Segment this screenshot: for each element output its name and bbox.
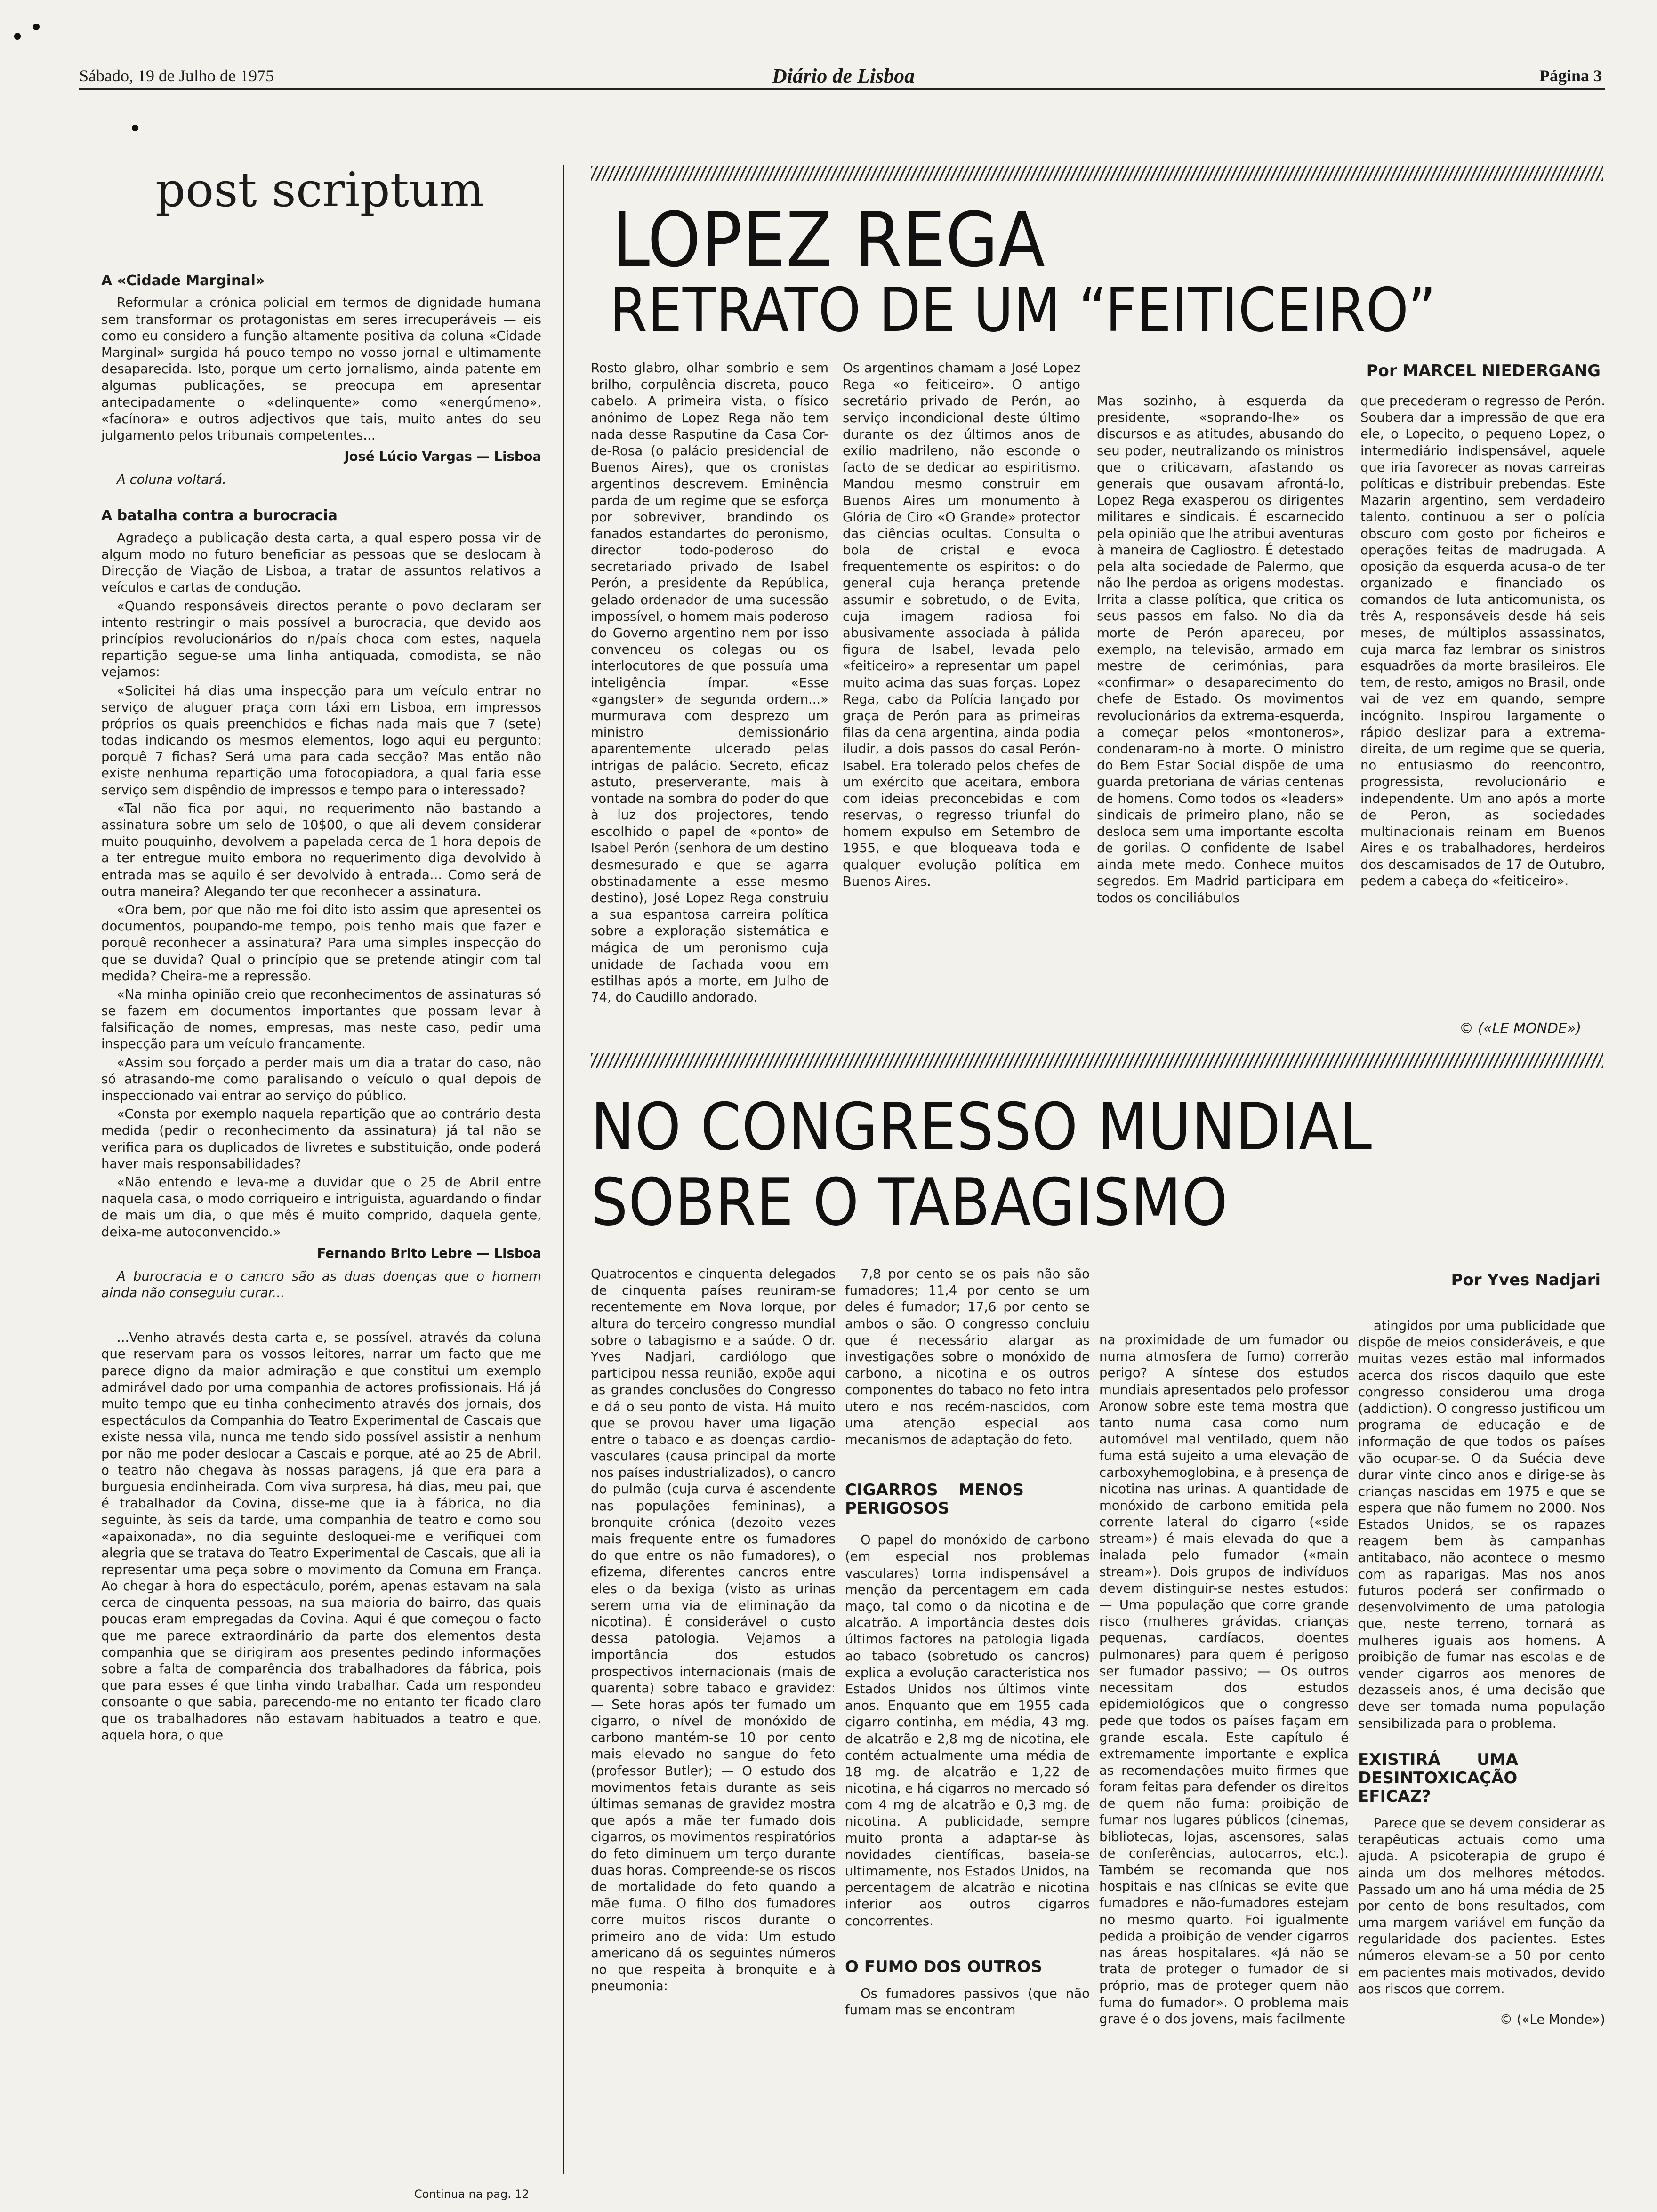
page-number: Página 3	[1539, 66, 1602, 85]
column-divider	[563, 165, 564, 2174]
letter-paragraph: «Não entendo e leva-me a duvidar que o 25 de Abril entre naquela casa, o modo corriqueiro e intriguista, aguardando o findar de mais um dia, o que mês é muito comprido, daquela gente, deixa-me autoconvencido.»	[101, 1174, 541, 1240]
letter-paragraph: Agradeço a publicação desta carta, a qual espero possa vir de algum modo no futuro beneficiar as pessoas que se deslocam à Direcção de Viação de Lisboa, a tratar de assuntos relativos a veículos e cartas de condução.	[101, 530, 541, 595]
article-column	[845, 1266, 1090, 2203]
post-scriptum-column	[101, 264, 541, 2184]
article-column: Rosto glabro, olhar sombrio e sem brilho, corpulência discreta, pouco cabelo. A primeira vista, o físico anónimo de Lopez Rega não tem nada desse Rasputine da Casa Cor-de-Rosa (o palácio presidencial de Buenos Aires), que os cronistas argentinos descrevem. Eminência parda de um regime que se esforça por sobreviver, brandindo os fanados estandartes do peronismo, director todo-poderoso do secretariado privado de Isabel Perón, a presidente da República, gelado ordenador de uma sucessão impossível, o homem mais poderoso do Governo argentino nem por isso convenceu os colegas ou os interlocutores de que possuía uma inteligência ímpar. «Esse «gangster» de segunda ordem...» murmurava com desprezo um ministro demissionário aparentemente ulcerado pelas intrigas de palácio. Secreto, eficaz astuto, preserverante, mais à vontade na sombra do poder do que à luz dos projectores, tendo escolhido o papel de «ponto» de Isabel Perón (senhora de um destino desmesurado e que se agarra obstinadamente a esse mesmo destino), José Lopez Rega construiu a sua espantosa carreira política sobre a exploração sistemática e mágica de um peronismo cuja unidade de fachada voou em estilhas após a morte, em Julho de 74, do Caudillo andorado.	[591, 361, 828, 1005]
article-credit: © («LE MONDE»)	[1459, 1020, 1582, 1037]
header-rule	[79, 88, 1605, 90]
margin-dot	[14, 33, 21, 40]
editor-note: A coluna voltará.	[117, 472, 226, 488]
article-column: Os argentinos chamam a José Lopez Rega «o feiticeiro». O antigo secretário privado de Perón, ao serviço incondicional deste último durante os dez últimos anos de exílio madrileno, não esconde o facto de se dedicar ao espiritismo. Mandou mesmo construir em Buenos Aires um monumento à Glória de Ciro «O Grande» protector das ciências ocultas. Consulta o bola de cristal e evoca frequentemente os espíritos: o do general cuja herança pretende assumir e sobretudo, o de Evita, cuja imagem radiosa foi abusivamente associada à pálida figura de Isabel, levada pelo «feiticeiro» a representar um papel muito acima das suas forças. Lopez Rega, cabo da Polícia lançado por graça de Perón para as primeiras filas da cena argentina, ainda podia iludir, a dois passos do casal Perón-Isabel. Era tolerado pelos chefes de um exército que aceitara, embora com ideias preconcebidas e com reservas, o regresso triunfal do homem expulso em Setembro de 1955, e que bloqueava toda e qualquer evolução política em Buenos Aires.	[843, 361, 1080, 889]
letter-paragraph: «Assim sou forçado a perder mais um dia a tratar do caso, não só atrasando-me como paralisando o veículo o qual depois de inspeccionado vai entrar ao serviço do público.	[101, 1055, 541, 1104]
article-paragraph: O papel do monóxido de carbono (em especial nos problemas vasculares) torna indispensável a menção da percentagem em cada maço, tal como o da nicotina e de alcatrão. A importância destes dois últimos factores na patologia ligada ao tabaco (sobretudo os cancros) explica a evolução característica nos Estados Unidos nos últimos vinte anos. Enquanto que em 1955 cada cigarro continha, em média, 43 mg. de alcatrão e 2,8 mg de nicotina, ele contém actualmente uma média de 18 mg. de alcatrão e 1,22 de nicotina, e há cigarros no mercado só com 4 mg de alcatrão e 0,3 mg. de nicotina. A publicidade, sempre muito pronta a adaptar-se às novidades científicas, baseia-se ultimamente, nos Estados Unidos, na percentagem de alcatrão e nicotina inferior aos outros cigarros concorrentes.	[845, 1532, 1090, 1929]
letter-paragraph: «Ora bem, por que não me foi dito isto assim que apresentei os documentos, poupando-me tempo, pois tenho mais que fazer e porquê reconhecer a assinatura? Para uma simples inspecção do que se duvida? Qual o princípio que se pretende atingir com tal medida? Cheira-me a repressão.	[101, 902, 541, 984]
letter-paragraph: «Solicitei há dias uma inspecção para um veículo entrar no serviço de aluguer praça com táxi em Lisboa, em impressos próprios os quais preenchidos e fichas nada mais que 7 (sete) todas indicando os mesmos elementos, logo aqui eu pergunto: porquê 7 fichas? Será uma para cada secção? Mas então não existe nenhuma repartição uma fotocopiadora, a qual faria esse serviço sem dispêndio de impressos e tempo para o interessado?	[101, 683, 541, 798]
article-credit: © («Le Monde»)	[1499, 2012, 1605, 2028]
section-title: A batalha contra a burocracia	[101, 507, 338, 524]
article-byline: Por Yves Nadjari	[1451, 1271, 1601, 1290]
margin-dot	[132, 125, 138, 131]
letter-paragraph: «Quando responsáveis directos perante o povo declaram ser intento restringir o mais possível a burocracia, que devido aos princípios revolucionários do n/país choca com estes, naquela repartição segue-se uma linha antiquada, comodista, se não vejamos:	[101, 598, 541, 680]
letter-text: ...Venho através desta carta e, se possível, através da coluna que reservam para os vossos leitores, narrar um facto que me parece digno da maior admiração e que constitui um exemplo admirável dado por uma companhia de actores profissionais. Há já muito tempo que eu tinha conhecimento através dos jornais, dos espectáculos da Companhia do Teatro Experimental de Cascais que existe nessa vila, nunca me tendo sido possível assistir a nenhum por não me poder deslocar a Cascais e porque, até ao 25 de Abril, o teatro não chegava às nossas paragens, já que era para a burguesia endinheirada. Com viva surpresa, há dias, meu pai, que é trabalhador da Covina, disse-me que ia à fábrica, no dia seguinte, às seis da tarde, uma companhia de teatro e como sou «apaixonada», no dia seguinte desloquei-me e verifiquei com alegria que se tratava do Teatro Experimental de Cascais, que ali ia representar uma peça sobre o movimento da Comuna em França. Ao chegar à hora do espectáculo, porém, apenas estavam na sala cerca de cinquenta pessoas, na sua maioria do bairro, das quais poucas eram empregadas da Covina. Aqui é que começou o facto que me parece extraordinário da parte dos elementos desta companhia que se dirigiram aos presentes pedindo informações sobre a falta de comparência dos trabalhadores da fábrica, pois que para esses é que tinha vindo trabalhar. Cada um respondeu consoante o que sabia, parecendo-me no entanto ter ficado claro que os trabalhadores não estavam habituados a teatro e que, aquela hora, o que	[101, 1330, 541, 1743]
article-paragraph: Parece que se devem considerar as terapêuticas actuais como uma ajuda. A psicoterapia de grupo é ainda um dos melhores métodos. Passado um ano há uma média de 25 por cento de bons resultados, com uma margem variável em função da regularidade dos pacientes. Estes números elevam-se a 50 por cento em pacientes mais motivados, devido aos riscos que correm.	[1358, 1815, 1605, 1996]
section-title: A «Cidade Marginal»	[101, 272, 265, 289]
article-headline: LOPEZ REGA	[612, 196, 1046, 284]
article-byline: Por MARCEL NIEDERGANG	[1366, 361, 1601, 380]
continua-note: Continua na pag. 12	[414, 2188, 530, 2201]
article-headline: SOBRE O TABAGISMO	[591, 1164, 1229, 1240]
header-date: Sábado, 19 de Julho de 1975	[79, 66, 274, 85]
article-column: na proximidade de um fumador ou numa atmosfera de fumo) correrão perigo? A síntese dos estudos mundiais apresentados pelo professor Aronow sobre este tema mostra que tanto numa casa como num automóvel mal ventilado, quem não fuma está sujeito a uma elevação de carboxyhemoglobina, e à presença de nicotina nas urinas. A quantidade de monóxido de carbono emitida pela corrente lateral do cigarro («side stream») é mais elevada do que a inalada pelo fumador («main stream»). Dois grupos de indivíduos devem distinguir-se nestes estudos: — Uma população que corre grande risco (mulheres grávidas, crianças pequenas, cardíacos, doentes pulmonares) para quem é perigoso ser fumador passivo; — Os outros necessitam dos estudos epidemiológicos que o congresso pede que todos os países façam em grande escala. Este capítulo é extremamente importante e explica as recomendações muito firmes que foram feitas para defender os direitos de quem não fuma: proibição de fumar nos lugares públicos (cinemas, bibliotecas, lojas, ascensores, salas de conferências, autocarros, etc.). Também se recomanda que nos hospitais e nas clínicas se evite que fumadores e não-fumadores estejam no mesmo quarto. Foi igualmente pedida a proibição de vender cigarros nas áreas hospitalares. «Já não se trata de proteger o fumador de si próprio, mas de proteger quem não fuma do fumador». O problema mais grave é o dos jovens, mais facilmente	[1099, 1332, 1349, 2027]
article-subheading: CIGARROS MENOS PERIGOSOS	[845, 1481, 1024, 1518]
article-headline: RETRATO DE UM “FEITICEIRO”	[610, 275, 1437, 345]
letter-paragraph: «Tal não fica por aqui, no requerimento não bastando a assinatura sobre um selo de 10$00, o que ali devem considerar muito pouquinho, devolvem a papelada cerca de 1 hora depois de a ter entregue muito embora no requerimento diga devolvido à entrada mas se aquilo é ser devolvido à entrada... Como será de outra maneira? Alegando ter que reconhecer a assinatura.	[101, 801, 541, 899]
article-subheading: EXISTIRÁ UMA DESINTOXICAÇÃO EFICAZ?	[1358, 1750, 1518, 1806]
hatched-rule	[591, 1053, 1603, 1068]
article-column: Mas sozinho, à esquerda da presidente, «soprando-lhe» os discursos e as atitudes, abusando do seu poder, neutralizando os ministros que o criticavam, afastando os generais que ousavam afrontá-lo, Lopez Rega exasperou os dirigentes militares e sindicais. É escarnecido pela opinião que lhe atribui aventuras à maneira de Cagliostro. É detestado pela alta sociedade de Palermo, que não lhe perdoa as origens modestas. Irrita a classe política, que critica os seus passos em falso. No dia da morte de Perón apareceu, por exemplo, na televisão, armado em mestre de cerimónias, para «confirmar» o desaparecimento do chefe de Estado. Os movimentos revolucionários da extrema-esquerda, a começar pelos «montoneros», condenaram-no à morte. O ministro do Bem Estar Social dispõe de uma guarda pretoriana de várias centenas de homens. Como todos os «leaders» sindicais de primeiro plano, não se desloca sem uma importante escolta de gorilas. O confidente de Isabel ainda mete medo. Conhece muitos segredos. Em Madrid participara em todos os conciliábulos	[1097, 393, 1344, 906]
letter-signature: José Lúcio Vargas — Lisboa	[344, 449, 541, 465]
hatched-rule	[591, 166, 1603, 181]
article-paragraph: 7,8 por cento se os pais não são fumadores; 11,4 por cento se um deles é fumador; 17,6 por cento se ambos o são. O congresso concluiu que é necessário alargar as investigações sobre o monóxido de carbono, a nicotina e os outros componentes do tabaco no feto intra utero e nos recém-nascidos, com uma atenção especial aos mecanismos de adaptação do feto.	[845, 1266, 1090, 1447]
letter-paragraph: «Consta por exemplo naquela repartição que ao contrário desta medida (pedir o reconhecimento da assinatura) já tal não se verifica para os duplicados de livretes e substituição, onde poderá haver mais responsabilidades?	[101, 1106, 541, 1171]
margin-dot	[33, 24, 40, 30]
article-paragraph: atingidos por uma publicidade que dispõe de meios consideráveis, e que muitas vezes estão mal informados acerca dos riscos daquilo que este congresso considerou uma droga (addiction). O congresso justificou um programa de educação e de informação de que todos os países vão ocupar-se. O da Suécia deve durar vinte cinco anos e dirige-se às crianças nascidas em 1975 e que se espera que não fumem no 2000. Nos Estados Unidos, se os rapazes reagem bem às campanhas antitabaco, não acontece o mesmo com as raparigas. Mas nos anos futuros poderá ser confirmado o desenvolvimento de uma patologia que, neste terreno, tornará as mulheres iguais aos homens. A proibição de fumar nas escolas e de vender cigarros aos menores de dezasseis anos, é uma decisão que deve ser tomada numa população sensibilizada para o problema.	[1358, 1318, 1605, 1731]
editor-note: A burocracia e o cancro são as duas doenças que o homem ainda não conseguiu curar...	[101, 1268, 541, 1301]
article-column: Quatrocentos e cinquenta delegados de cinquenta países reuniram-se recentemente em Nova Iorque, por altura do terceiro congresso mundial sobre o tabagismo e a saúde. O dr. Yves Nadjari, cardiólogo que participou nessa reunião, expõe aqui as grandes conclusões do Congresso e dá o seu ponto de vista. Há muito que se provou haver uma ligação entre o tabaco e as doenças cardio-vasculares (causa principal da morte nos países industrializados), o cancro do pulmão (cuja curva é ascendente nas populações femininas), a bronquite crónica (dezoito vezes mais frequente entre os fumadores do que entre os não fumadores), o efizema, diferentes cancros entre eles o da bexiga (visto as urinas serem uma via de eliminação da nicotina). É considerável o custo dessa patologia. Vejamos a importância dos estudos prospectivos internacionais (mais de quarenta) sobre tabaco e gravidez: — Sete horas após ter fumado um cigarro, o nível de monóxido de carbono mantém-se 10 por cento mais elevado no sangue do feto (professor Butler); — O estudo dos movimentos fetais durante as seis últimas semanas de gravidez mostra que após a mãe ter fumado dois cigarros, os movimentos respiratórios do feto diminuem um terço durante duas horas. Compreende-se os riscos de mortalidade do feto quando a mãe fuma. O filho dos fumadores corre muitos riscos durante o primeiro ano de vida: Um estudo americano dá os seguintes números no que respeita à bronquite e à pneumonia:	[591, 1266, 836, 1994]
letter-text: Reformular a crónica policial em termos de dignidade humana sem transformar os protagonistas em seres irrecuperáveis — eis como eu considero a função altamente positiva da coluna «Cidade Marginal» surgida há pouco tempo no vosso jornal e ultimamente desaparecida. Isto, porque um certo jornalismo, ainda patente em algumas publicações, se preocupa em apresentar antecipadamente o «delinquente» como «energúmeno», «facínora» e outros adjectivos que tais, muito antes do seu julgamento pelos tribunais competentes...	[101, 295, 541, 443]
letter-paragraph: «Na minha opinião creio que reconhecimentos de assinaturas só se fazem em documentos importantes que possam levar à falsificação de nomes, empresas, mas neste caso, pedir uma inspecção para um veículo francamente.	[101, 986, 541, 1052]
article-column	[1358, 1318, 1605, 2188]
article-column: que precederam o regresso de Perón. Soubera dar a impressão de que era ele, o Lopecito, o pequeno Lopez, o intermediário indispensável, aquele que iria favorecer as novas carreiras políticas e distribuir prebendas. Este Mazarin argentino, sem verdadeiro talento, continuou a ser o polícia obscuro com gosto por ficheiros e operações feitas de madrugada. A oposição da esquerda acusa-o de ter organizado e financiado os comandos de luta anticomunista, os três A, responsáveis desde há seis meses, de múltiplos assassinatos, cuja marca faz lembrar os sinistros esquadrões da morte brasileiros. Ele tem, de resto, amigos no Brasil, onde vai de vez em quando, sempre incógnito. Inspirou largamente o rápido deslizar para a extrema-direita, de um regime que se queria, no entusiasmo do reencontro, progressista, revolucionário e independente. Um ano após a morte de Peron, as sociedades multinacionais reinam em Buenos Aires e os trabalhadores, herdeiros dos descamisados de 17 de Outubro, pedem a cabeça do «feiticeiro».	[1360, 393, 1605, 889]
masthead: Diário de Lisboa	[772, 64, 915, 88]
article-headline: NO CONGRESSO MUNDIAL	[591, 1089, 1373, 1165]
letter-signature: Fernando Brito Lebre — Lisboa	[317, 1245, 541, 1261]
post-scriptum-title: post scriptum	[155, 162, 484, 217]
article-subheading: O FUMO DOS OUTROS	[845, 1957, 1042, 1976]
article-paragraph: Os fumadores passivos (que não fumam mas se encontram	[845, 1986, 1090, 2018]
